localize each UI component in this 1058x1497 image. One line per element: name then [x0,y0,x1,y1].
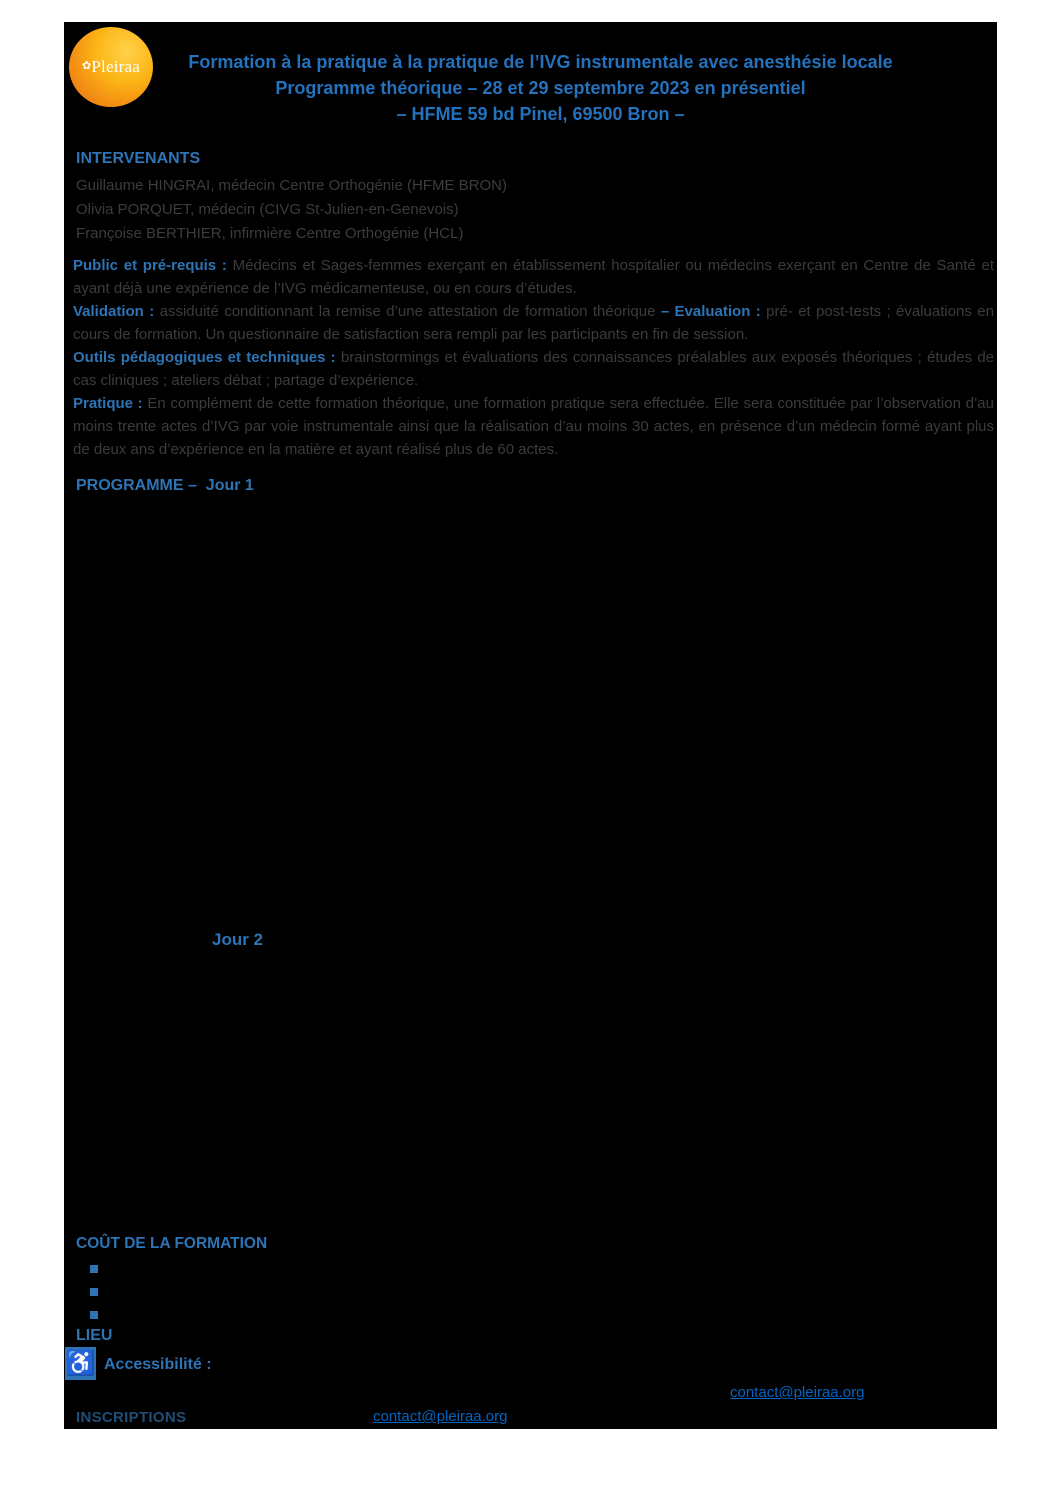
public-prerequis-label: Public et pré-requis : [73,257,233,274]
pratique-label: Pratique : [73,395,148,412]
description-paragraphs [73,254,994,461]
outils-label: Outils pédagogiques et techniques : [73,349,341,366]
contact-email-link-right[interactable]: contact@pleiraa.org [730,1384,865,1401]
bullet-square-icon [90,1288,98,1296]
outils-paragraph [73,346,994,392]
validation-label: Validation : [73,303,160,320]
validation-paragraph [73,300,994,346]
pleiraa-logo-wordmark: Pleiraa [91,57,141,76]
bullet-square-icon [90,1311,98,1319]
cout-formation-heading: COÛT DE LA FORMATION [76,1235,268,1252]
public-prerequis-paragraph [73,254,994,300]
accessibilite-label: Accessibilité : [104,1356,212,1373]
intervenant-line: Guillaume HINGRAI, médecin Centre Orthogénie (HFME BRON) [76,177,507,194]
redacted-document-body [64,22,997,1429]
contact-email-link-inscriptions[interactable]: contact@pleiraa.org [373,1408,508,1425]
validation-text: assiduité conditionnant la remise d’une attestation de formation théorique [159,303,661,320]
intervenants-heading: INTERVENANTS [76,150,201,167]
jour2-heading: Jour 2 [212,930,264,949]
programme-jour1-heading: PROGRAMME – Jour 1 [76,477,254,494]
flower-icon: ✿ [81,60,92,72]
evaluation-label: – Evaluation : [660,303,767,320]
document-title [64,49,997,127]
title-line-2: Programme théorique – 28 et 29 septembre 2023 en présentiel [275,78,806,98]
wheelchair-accessibility-icon [65,1347,96,1380]
public-prerequis-text: Médecins et Sages-femmes exerçant en établissement hospitalier ou médecins exerçant en Centre de Santé et ayant déjà une expérience de l’IVG médicamenteuse, ou en cours d’études. [73,257,994,297]
pratique-text: En complément de cette formation théorique, une formation pratique sera effectuée. Elle sera constituée par l’observation d’au moins trente actes d’IVG par voie instrumentale ainsi que la réalisation d’au moins 30 actes, en présence d’un médecin formé ayant plus de deux ans d’expérience en la matière et ayant réalisé plus de 60 actes. [73,395,994,458]
outils-text: brainstormings et évaluations des connaissances préalables aux exposés théoriques ; études de cas cliniques ; ateliers débat ; partage d’expérience. [73,349,994,389]
title-line-3: – HFME 59 bd Pinel, 69500 Bron – [396,104,685,124]
title-line-1: Formation à la pratique à la pratique de l’IVG instrumentale avec anesthésie locale [188,52,893,72]
intervenants-list [76,174,507,246]
wheelchair-glyph: ♿ [65,1349,96,1377]
lieu-heading: LIEU [76,1327,113,1344]
pratique-paragraph [73,392,994,461]
evaluation-text: pré- et post-tests ; évaluations en cours de formation. Un questionnaire de satisfaction sera rempli par les participants en fin de session. [73,303,994,343]
intervenant-line: Françoise BERTHIER, infirmière Centre Orthogénie (HCL) [76,225,464,242]
intervenant-line: Olivia PORQUET, médecin (CIVG St-Julien-en-Genevois) [76,201,459,218]
inscriptions-heading: INSCRIPTIONS [76,1409,187,1426]
bullet-square-icon [90,1265,98,1273]
